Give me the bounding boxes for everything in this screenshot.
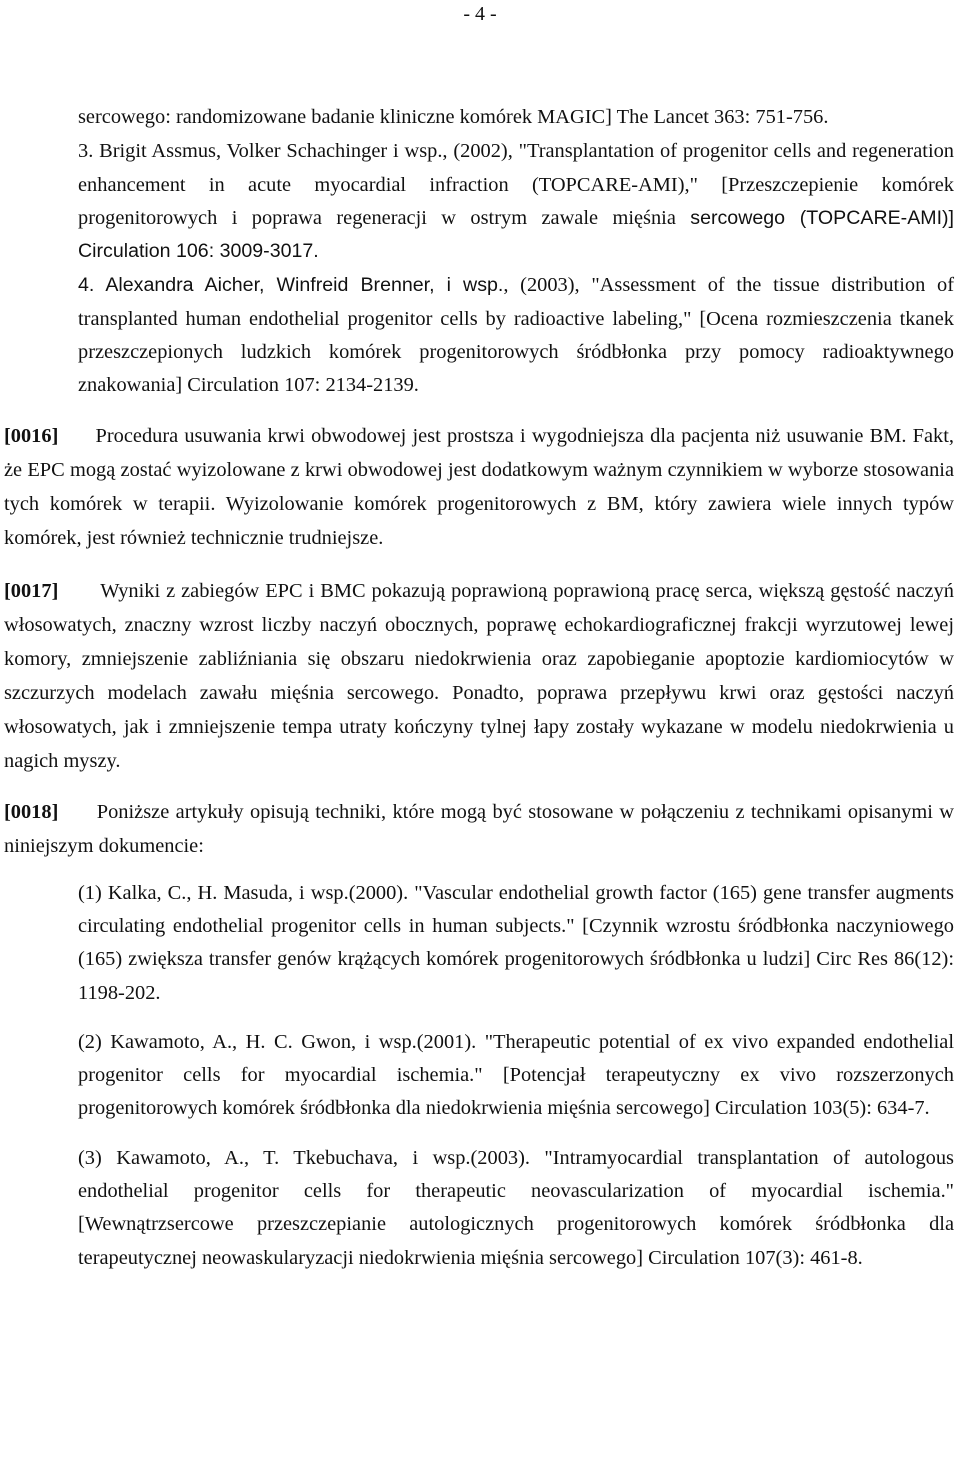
reference-text: (3) Kawamoto, A., T. Tkebuchava, i wsp.(2003). "Intramyocardial transplantation of autologous endothelial progenitor cells for therapeutic neovascularization of myocardial ischemia." [Wewnątrzsercowe przeszczepianie autologicznych progenitorowych komórek śródbłonka dla terapeutycznej neowaskularyzacji niedokrwienia mięśnia sercowego] Circulation 107(3): 461-8. (78, 1146, 954, 1269)
reference-text-sans: sercowego (TOPCARE-AMI)] Circulation 106: 3009-3017. (78, 206, 954, 263)
reference-list-item-3 (78, 1142, 954, 1275)
reference-authors-sans: 4. Alexandra Aicher, Winfreid Brenner, i wsp. (78, 274, 504, 297)
reference-text: (2) Kawamoto, A., H. C. Gwon, i wsp.(2001). "Therapeutic potential of ex vivo expanded endothelial progenitor cells for myocardial ischemia." [Potencjał terapeutyczny ex vivo rozszerzonych progenitorowych komórek śródbłonka dla niedokrwienia mięśnia sercowego] Circulation 103(5): 634-7. (78, 1030, 954, 1120)
reference-text: 3. Brigit Assmus, Volker Schachinger i wsp., (2002), "Transplantation of progenitor cells and regeneration enhancement in acute myocardial infraction (TOPCARE-AMI)," [Przeszczepienie komórek progenitorowych i poprawa regeneracji w ostrym zawale mięśnia (78, 140, 954, 229)
paragraph-text: Procedura usuwania krwi obwodowej jest prostsza i wygodniejsza dla pacjenta niż usuwanie BM. Fakt, że EPC mogą zostać wyizolowane z krwi obwodowej jest dodatkowym ważnym czynnikiem w wyborze stosowania tych komórek w terapii. Wyizolowanie komórek progenitorowych z BM, który zawiera wiele innych typów komórek, jest również technicznie trudniejsze. (4, 424, 955, 549)
paragraph-0016 (4, 419, 954, 555)
reference-text: (1) Kalka, C., H. Masuda, i wsp.(2000). "Vascular endothelial growth factor (165) gene transfer augments circulating endothelial progenitor cells in human subjects." [Czynnik wzrostu śródbłonka naczyniowego (165) zwiększa transfer genów krążących komórek progenitorowych śródbłonka u ludzi] Circ Res 86(12): 1198-202. (78, 881, 954, 1004)
paragraph-id: [0016] (4, 424, 59, 447)
reference-list-item-2 (78, 1026, 954, 1126)
paragraph-0017 (4, 574, 954, 778)
paragraph-0018 (4, 795, 954, 863)
reference-text: , (2003), "Assessment of the tissue distribution of transplanted human endothelial progenitor cells by radioactive labeling," [Ocena rozmieszczenia tkanek przeszczepionych ludzkich komórek progenitorowych śródbłonka przy pomocy radioaktywnego znakowania] Circulation 107: 2134-2139. (78, 274, 954, 397)
paragraph-id: [0017] (4, 579, 59, 602)
paragraph-id: [0018] (4, 800, 59, 823)
page-number: - 4 - (463, 3, 497, 25)
reference-magic-continuation (78, 101, 954, 134)
paragraph-text: Wyniki z zabiegów EPC i BMC pokazują poprawioną poprawioną pracę serca, większą gęstość naczyń włosowatych, znaczny wzrost liczby naczyń obocznych, poprawę echokardiograficznej frakcji wyrzutowej lewej komory, zmniejszenie zabliźniania się obszaru niedokrwienia oraz zapobieganie apoptozie kardiomiocytów w szczurzych modelach zawału mięśnia sercowego. Ponadto, poprawa przepływu krwi oraz gęstości naczyń włosowatych, jak i zmniejszenie tempa utraty kończyny tylnej łapy zostały wykazane w modelu niedokrwienia u nagich myszy. (4, 579, 954, 772)
reference-text: sercowego: randomizowane badanie kliniczne komórek MAGIC] The Lancet 363: 751-756. (78, 106, 829, 128)
reference-list-item-1 (78, 877, 954, 1010)
document-body (4, 101, 954, 1275)
paragraph-text: Poniższe artykuły opisują techniki, które mogą być stosowane w połączeniu z technikami opisanymi w niniejszym dokumencie: (4, 800, 954, 857)
reference-4 (78, 269, 954, 402)
reference-3 (78, 135, 954, 268)
